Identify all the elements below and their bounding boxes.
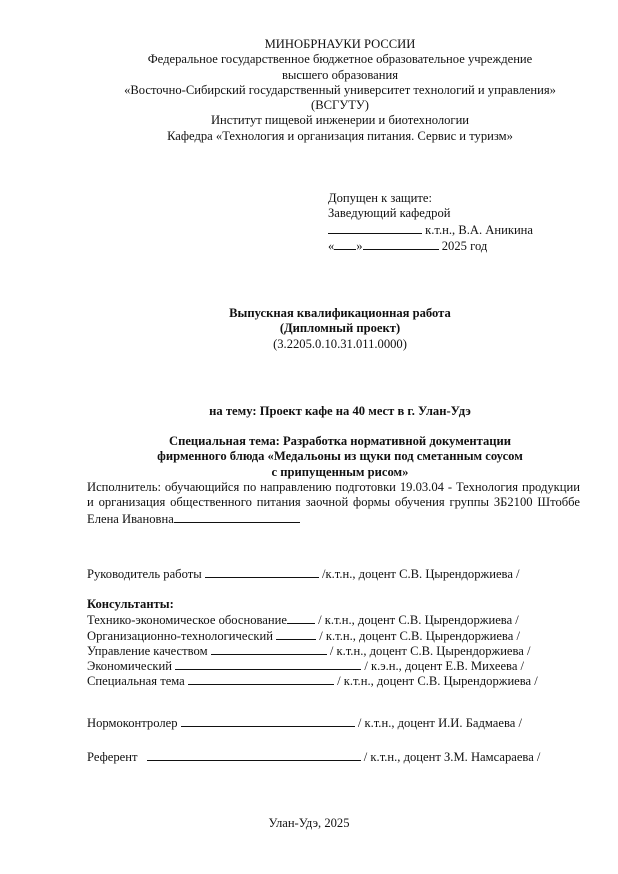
referent-signature-line	[147, 749, 361, 761]
consultant-label: Экономический	[87, 659, 176, 674]
institution-type-line2: высшего образования	[281, 67, 398, 82]
consultant-signature-line	[188, 673, 334, 685]
normcontrol-signature-line	[181, 715, 355, 727]
approval-block	[328, 191, 588, 254]
consultant-label: Технико-экономическое обоснование	[87, 613, 287, 628]
work-title-block	[60, 306, 618, 352]
consultant-label: Организационно-технологический	[87, 628, 277, 643]
date-quote-close: »	[356, 238, 363, 253]
head-signature-row	[328, 222, 588, 238]
consultant-label: Управление качеством	[87, 643, 211, 658]
consultant-credentials: / к.т.н., доцент С.В. Цырендоржиева /	[326, 643, 531, 658]
approval-year: 2025 год	[441, 238, 488, 253]
work-type: Выпускная квалификационная работа	[229, 306, 451, 320]
normcontrol-label: Нормоконтролер	[87, 716, 181, 730]
referent-credentials: / к.т.н., доцент З.М. Намсараева /	[360, 750, 541, 764]
consultant-row	[87, 673, 538, 688]
institution-type-line1: Федеральное государственное бюджетное образовательное учреждение	[147, 52, 533, 67]
approval-label: Допущен к защите:	[328, 191, 432, 205]
date-month-line	[363, 238, 439, 250]
consultant-signature-line	[276, 628, 316, 640]
city-year: Улан-Удэ, 2025	[268, 816, 350, 830]
university-name: «Восточно-Сибирский государственный университет технологий и управления»	[124, 82, 556, 97]
approval-date-row	[328, 238, 588, 254]
consultants-heading: Консультанты:	[87, 597, 174, 611]
department-name: Кафедра «Технология и организация питания. Сервис и туризм»	[167, 128, 513, 143]
consultant-label: Специальная тема	[87, 674, 188, 689]
consultant-row	[87, 658, 538, 673]
head-name: к.т.н., В.А. Аникина	[425, 222, 534, 237]
special-topic-line2: фирменного блюда «Медальоны из щуки под сметанным соусом	[157, 449, 523, 464]
consultant-row	[87, 643, 538, 658]
consultant-signature-line	[287, 612, 315, 624]
referent-row	[87, 749, 540, 765]
executor-signature-line	[174, 511, 300, 523]
supervisor-label: Руководитель работы	[87, 567, 202, 581]
consultant-credentials: / к.т.н., доцент С.В. Цырендоржиева /	[314, 613, 519, 628]
special-topic-block	[60, 434, 618, 480]
institution-header	[60, 37, 618, 144]
consultant-row	[87, 612, 538, 627]
supervisor-credentials: /к.т.н., доцент С.В. Цырендоржиева /	[322, 567, 520, 581]
supervisor-row	[87, 566, 520, 582]
consultant-credentials: / к.т.н., доцент С.В. Цырендоржиева /	[316, 628, 520, 643]
consultants-block	[87, 597, 538, 689]
consultant-credentials: / к.т.н., доцент С.В. Цырендоржиева /	[333, 674, 538, 689]
consultant-signature-line	[211, 643, 327, 655]
date-quote-open: «	[328, 238, 335, 253]
special-topic-line3: с припущенным рисом»	[271, 464, 409, 479]
university-abbreviation: (ВСГУТУ)	[311, 98, 369, 113]
consultant-row	[87, 628, 538, 643]
supervisor-signature-line	[205, 566, 319, 578]
head-signature-line	[328, 222, 422, 234]
consultant-credentials: / к.э.н., доцент Е.В. Михеева /	[361, 659, 525, 674]
referent-label: Референт	[87, 750, 141, 764]
institute-name: Институт пищевой инженерии и биотехнологии	[210, 113, 470, 128]
consultant-signature-line	[175, 658, 361, 670]
executor-text: Исполнитель: обучающийся по направлению подготовки 19.03.04 - Технология продукции и организация общественного питания заочной формы обучения группы ЗБ2100 Штоббе Елена Ивановна	[87, 480, 580, 526]
executor-block	[87, 480, 580, 527]
work-subtype: (Дипломный проект)	[279, 321, 401, 336]
normcontrol-row	[87, 715, 522, 731]
project-topic: на тему: Проект кафе на 40 мест в г. Улан-Удэ	[209, 404, 471, 418]
work-code: (3.2205.0.10.31.011.0000)	[273, 336, 407, 351]
date-day-line	[334, 238, 356, 250]
special-topic-line1: Специальная тема: Разработка нормативной документации	[168, 434, 512, 448]
normcontrol-credentials: / к.т.н., доцент И.И. Бадмаева /	[354, 716, 523, 730]
ministry-name: МИНОБРНАУКИ РОССИИ	[264, 37, 416, 51]
head-of-department-label: Заведующий кафедрой	[328, 206, 451, 221]
